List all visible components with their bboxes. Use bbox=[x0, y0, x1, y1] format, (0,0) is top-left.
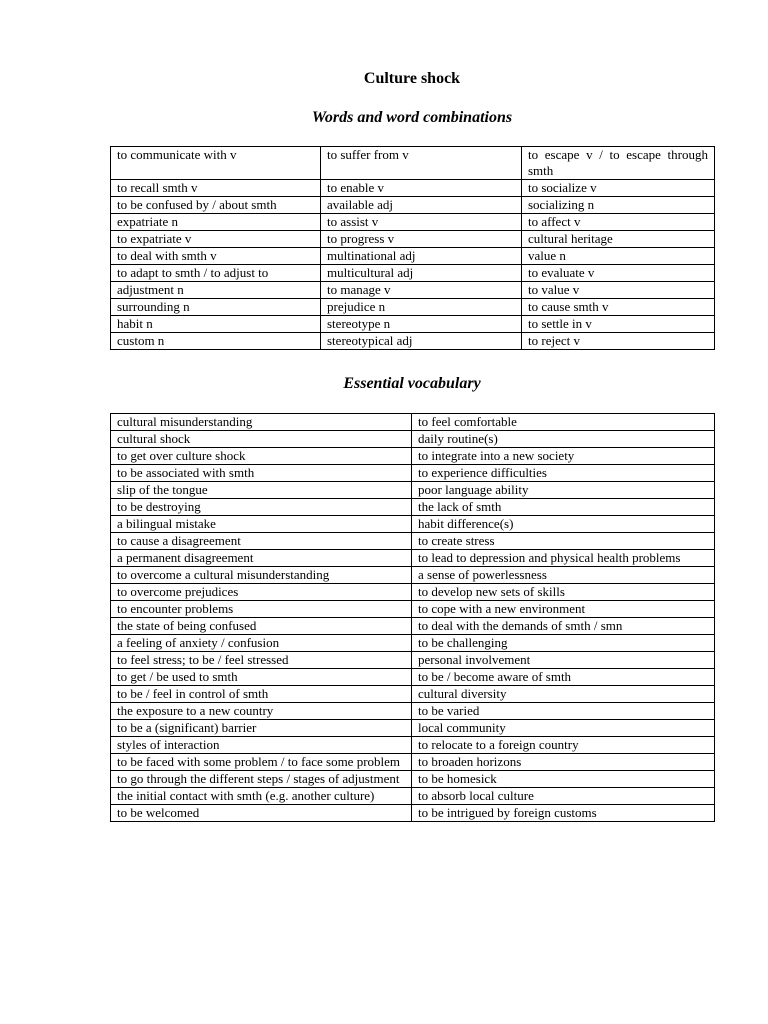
table-cell: to reject v bbox=[522, 333, 715, 350]
table-cell: adjustment n bbox=[111, 282, 321, 299]
table-cell: to overcome prejudices bbox=[111, 584, 412, 601]
table-row bbox=[111, 805, 715, 822]
table-cell: to relocate to a foreign country bbox=[412, 737, 715, 754]
table-cell: cultural diversity bbox=[412, 686, 715, 703]
words-table bbox=[110, 146, 715, 350]
table-cell: a sense of powerlessness bbox=[412, 567, 715, 584]
table-row bbox=[111, 316, 715, 333]
table-cell: stereotypical adj bbox=[321, 333, 522, 350]
table-row bbox=[111, 635, 715, 652]
table-row bbox=[111, 414, 715, 431]
table-row bbox=[111, 567, 715, 584]
table-cell: cultural shock bbox=[111, 431, 412, 448]
table-cell: to create stress bbox=[412, 533, 715, 550]
table-row bbox=[111, 754, 715, 771]
table-row bbox=[111, 703, 715, 720]
table-cell: the state of being confused bbox=[111, 618, 412, 635]
table-row bbox=[111, 516, 715, 533]
table-cell: to be intrigued by foreign customs bbox=[412, 805, 715, 822]
section-heading-words: Words and word combinations bbox=[311, 109, 513, 126]
table-row bbox=[111, 652, 715, 669]
table-cell: styles of interaction bbox=[111, 737, 412, 754]
table-cell: cultural heritage bbox=[522, 231, 715, 248]
table-cell: a permanent disagreement bbox=[111, 550, 412, 567]
table-cell: to absorb local culture bbox=[412, 788, 715, 805]
table-cell: daily routine(s) bbox=[412, 431, 715, 448]
table-cell: stereotype n bbox=[321, 316, 522, 333]
table-cell: to lead to depression and physical health problems bbox=[412, 550, 715, 567]
table-cell: to recall smth v bbox=[111, 180, 321, 197]
table-cell: to enable v bbox=[321, 180, 522, 197]
table-cell: multicultural adj bbox=[321, 265, 522, 282]
table-row bbox=[111, 282, 715, 299]
table-cell: to settle in v bbox=[522, 316, 715, 333]
table-row bbox=[111, 197, 715, 214]
table-cell: to go through the different steps / stages of adjustment bbox=[111, 771, 412, 788]
table-cell: to manage v bbox=[321, 282, 522, 299]
table-row bbox=[111, 686, 715, 703]
table-cell: multinational adj bbox=[321, 248, 522, 265]
table-cell: expatriate n bbox=[111, 214, 321, 231]
table-cell: to get / be used to smth bbox=[111, 669, 412, 686]
table-cell: to expatriate v bbox=[111, 231, 321, 248]
table-cell: habit difference(s) bbox=[412, 516, 715, 533]
table-cell: the exposure to a new country bbox=[111, 703, 412, 720]
table-row bbox=[111, 482, 715, 499]
table-cell: custom n bbox=[111, 333, 321, 350]
table-cell: to be associated with smth bbox=[111, 465, 412, 482]
table-cell: to be challenging bbox=[412, 635, 715, 652]
table-cell: to socialize v bbox=[522, 180, 715, 197]
table-cell: to develop new sets of skills bbox=[412, 584, 715, 601]
table-cell: to get over culture shock bbox=[111, 448, 412, 465]
table-row bbox=[111, 669, 715, 686]
table-cell: to encounter problems bbox=[111, 601, 412, 618]
table-cell: to be / feel in control of smth bbox=[111, 686, 412, 703]
table-row bbox=[111, 618, 715, 635]
table-cell: personal involvement bbox=[412, 652, 715, 669]
table-cell: to cope with a new environment bbox=[412, 601, 715, 618]
table-cell: available adj bbox=[321, 197, 522, 214]
section-heading-vocabulary: Essential vocabulary bbox=[343, 375, 481, 392]
table-cell: to cause a disagreement bbox=[111, 533, 412, 550]
table-cell: to feel stress; to be / feel stressed bbox=[111, 652, 412, 669]
table-cell: cultural misunderstanding bbox=[111, 414, 412, 431]
table-cell: the initial contact with smth (e.g. another culture) bbox=[111, 788, 412, 805]
table-cell: value n bbox=[522, 248, 715, 265]
table-row bbox=[111, 248, 715, 265]
table-cell: to be welcomed bbox=[111, 805, 412, 822]
table-cell: to communicate with v bbox=[111, 147, 321, 180]
table-cell: to adapt to smth / to adjust to bbox=[111, 265, 321, 282]
table-cell: a bilingual mistake bbox=[111, 516, 412, 533]
table-cell: to affect v bbox=[522, 214, 715, 231]
table-cell: socializing n bbox=[522, 197, 715, 214]
table-cell: to be destroying bbox=[111, 499, 412, 516]
table-row bbox=[111, 771, 715, 788]
table-row bbox=[111, 533, 715, 550]
table-cell: to be a (significant) barrier bbox=[111, 720, 412, 737]
table-cell: to be / become aware of smth bbox=[412, 669, 715, 686]
table-row bbox=[111, 299, 715, 316]
table-cell: to overcome a cultural misunderstanding bbox=[111, 567, 412, 584]
table-cell: to deal with smth v bbox=[111, 248, 321, 265]
table-cell: to feel comfortable bbox=[412, 414, 715, 431]
table-cell: poor language ability bbox=[412, 482, 715, 499]
table-row bbox=[111, 265, 715, 282]
table-row bbox=[111, 431, 715, 448]
table-cell: to evaluate v bbox=[522, 265, 715, 282]
table-cell: the lack of smth bbox=[412, 499, 715, 516]
page-title: Culture shock bbox=[363, 70, 461, 87]
table-cell: local community bbox=[412, 720, 715, 737]
table-row bbox=[111, 231, 715, 248]
table-row bbox=[111, 584, 715, 601]
table-cell: surrounding n bbox=[111, 299, 321, 316]
table-row bbox=[111, 214, 715, 231]
table-row bbox=[111, 499, 715, 516]
table-cell: to suffer from v bbox=[321, 147, 522, 180]
table-row bbox=[111, 550, 715, 567]
table-cell: a feeling of anxiety / confusion bbox=[111, 635, 412, 652]
table-row bbox=[111, 737, 715, 754]
table-cell: to progress v bbox=[321, 231, 522, 248]
table-cell: to experience difficulties bbox=[412, 465, 715, 482]
table-row bbox=[111, 333, 715, 350]
table-cell: to be faced with some problem / to face some problem bbox=[111, 754, 412, 771]
table-cell: to cause smth v bbox=[522, 299, 715, 316]
table-cell: to value v bbox=[522, 282, 715, 299]
table-cell: to integrate into a new society bbox=[412, 448, 715, 465]
table-row bbox=[111, 448, 715, 465]
vocabulary-table bbox=[110, 413, 715, 822]
table-cell: to be varied bbox=[412, 703, 715, 720]
table-cell: to be confused by / about smth bbox=[111, 197, 321, 214]
table-cell: to escape v / to escape through smth bbox=[522, 147, 715, 180]
table-cell: to be homesick bbox=[412, 771, 715, 788]
table-row bbox=[111, 720, 715, 737]
table-row bbox=[111, 788, 715, 805]
table-cell: prejudice n bbox=[321, 299, 522, 316]
table-cell: to assist v bbox=[321, 214, 522, 231]
table-cell: to broaden horizons bbox=[412, 754, 715, 771]
table-cell: habit n bbox=[111, 316, 321, 333]
table-cell: to deal with the demands of smth / smn bbox=[412, 618, 715, 635]
table-row bbox=[111, 601, 715, 618]
table-cell: slip of the tongue bbox=[111, 482, 412, 499]
table-row bbox=[111, 465, 715, 482]
table-row bbox=[111, 147, 715, 180]
table-row bbox=[111, 180, 715, 197]
